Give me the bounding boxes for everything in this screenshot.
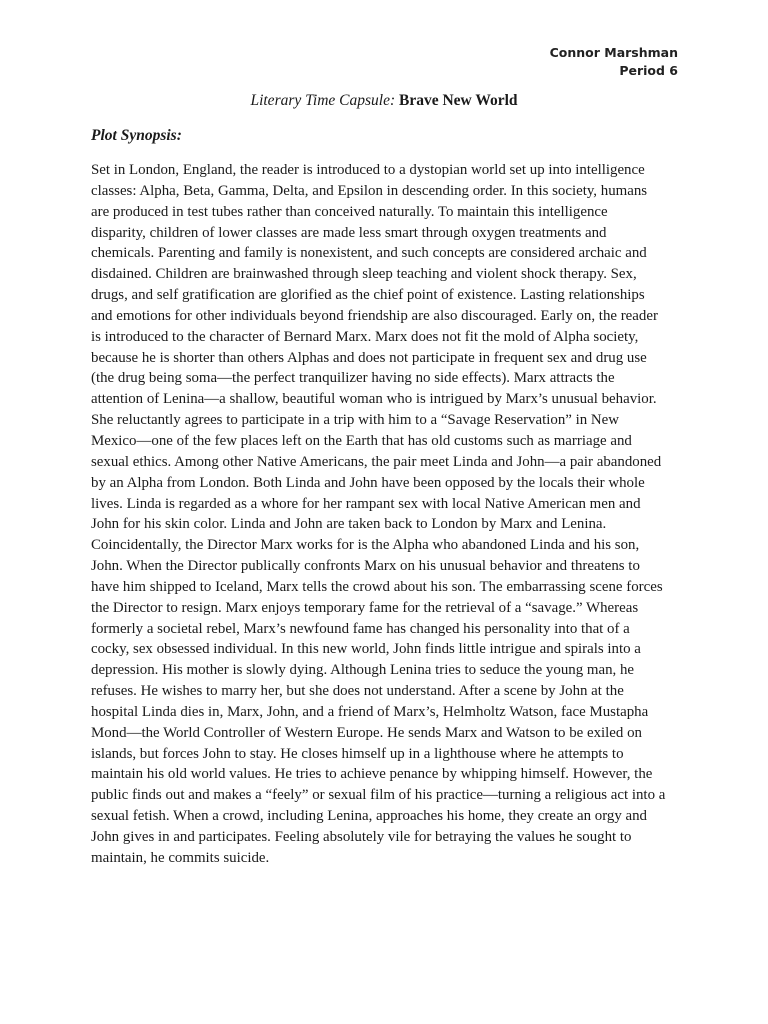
synopsis-paragraph	[91, 160, 691, 869]
synopsis-line: lives. Linda is regarded as a whore for her rampant sex with local Native American men and	[91, 495, 641, 512]
title-label: Literary Time Capsule:	[250, 92, 396, 109]
synopsis-line: chemicals. Parenting and family is nonexistent, and such concepts are considered archaic and	[91, 245, 647, 262]
synopsis-line: classes: Alpha, Beta, Gamma, Delta, and Epsilon in descending order. In this society, humans	[91, 182, 648, 199]
title-book: Brave New World	[395, 92, 518, 109]
synopsis-line: disparity, children of lower classes are made less smart through oxygen treatments and	[91, 224, 607, 241]
synopsis-line: attention of Lenina—a shallow, beautiful woman who is intrigued by Marx’s unusual behavior.	[91, 391, 657, 408]
synopsis-line: by an Alpha from London. Both Linda and John have been opposed by the locals their whole	[91, 474, 645, 491]
synopsis-line: refuses. He wishes to marry her, but she does not understand. After a scene by John at the	[91, 683, 624, 700]
synopsis-line: depression. His mother is slowly dying. Although Lenina tries to seduce the young man, he	[91, 662, 635, 679]
synopsis-line: She reluctantly agrees to participate in a trip with him to a “Savage Reservation” in New	[91, 412, 620, 429]
synopsis-line: Set in London, England, the reader is introduced to a dystopian world set up into intelligence	[91, 162, 645, 178]
document-title	[0, 91, 768, 111]
synopsis-line: are produced in test tubes rather than conceived naturally. To maintain this intelligence	[91, 203, 608, 220]
synopsis-line: disdained. Children are brainwashed through sleep teaching and violent shock therapy. Sex,	[91, 266, 637, 283]
synopsis-line: drugs, and self gratification are glorified as the chief point of existence. Lasting relationships	[91, 287, 645, 304]
section-heading: Plot Synopsis:	[91, 127, 182, 144]
synopsis-line: Mexico—one of the few places left on the Earth that has old customs such as marriage and	[91, 432, 632, 449]
synopsis-line: hospital Linda dies in, Marx, John, and a friend of Marx’s, Helmholtz Watson, face Mustapha	[91, 703, 649, 720]
synopsis-line: formerly a societal rebel, Marx’s newfound fame has changed his personality into that of a	[91, 620, 630, 637]
synopsis-line: have him shipped to Iceland, Marx tells the crowd about his son. The embarrassing scene forces	[91, 578, 663, 595]
synopsis-line: the Director to resign. Marx enjoys temporary fame for the retrieval of a “savage.” Whereas	[91, 599, 639, 616]
synopsis-line: because he is shorter than others Alphas and does not participate in frequent sex and drug use	[91, 349, 647, 366]
synopsis-line: and emotions for other individuals beyond friendship are also discouraged. Early on, the reader	[91, 307, 658, 324]
synopsis-line: Coincidentally, the Director Marx works for is the Alpha who abandoned Linda and his son,	[91, 537, 640, 554]
synopsis-line: John gives in and participates. Feeling absolutely vile for betraying the values he sought to	[91, 829, 632, 845]
synopsis-line: Mond—the World Controller of Western Europe. He sends Marx and Watson to be exiled on	[91, 724, 642, 741]
synopsis-line: maintain, he commits suicide.	[91, 849, 270, 866]
synopsis-line: sexual ethics. Among other Native Americans, the pair meet Linda and John—a pair abandoned	[91, 453, 662, 470]
synopsis-line: sexual fetish. When a crowd, including Lenina, approaches his home, they create an orgy and	[91, 808, 648, 825]
synopsis-line: is introduced to the character of Bernard Marx. Marx does not fit the mold of Alpha society,	[91, 328, 639, 345]
author-name: Connor Marshman	[549, 45, 678, 60]
synopsis-line: islands, but forces John to stay. He closes himself up in a lighthouse where he attempts to	[91, 745, 624, 762]
synopsis-line: cocky, sex obsessed individual. In this new world, John finds little intrigue and spirals into a	[91, 641, 641, 658]
synopsis-line: (the drug being soma—the perfect tranquilizer having no side effects). Marx attracts the	[91, 370, 615, 387]
class-period: Period 6	[619, 63, 678, 78]
synopsis-line: John for his skin color. Linda and John are taken back to London by Marx and Lenina.	[91, 516, 607, 533]
synopsis-line: maintain his old world values. He tries to achieve penance by whipping himself. However, the	[91, 766, 653, 783]
synopsis-line: John. When the Director publically confronts Marx on his unusual behavior and threatens to	[91, 558, 640, 575]
synopsis-line: public finds out and makes a “feely” or sexual film of his practice—turning a religious act into a	[91, 787, 666, 804]
author-header	[550, 44, 678, 80]
